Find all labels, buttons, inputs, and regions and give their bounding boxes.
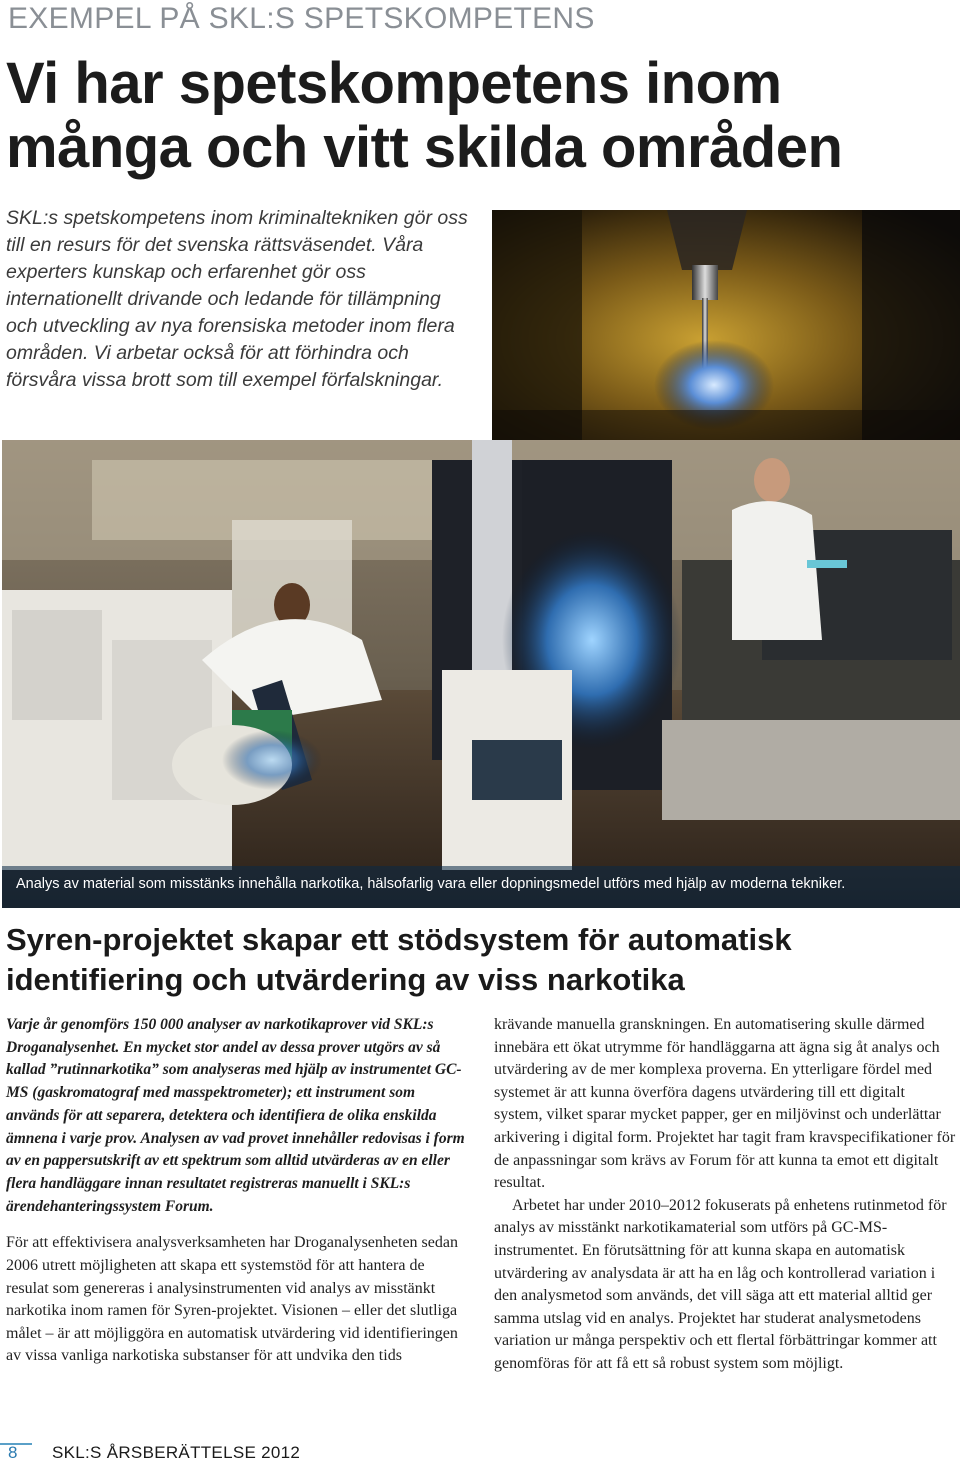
article-column-right — [494, 1014, 956, 1376]
page-title: Vi har spetskompetens inom många och vitt skilda områden — [6, 51, 843, 180]
intro-paragraph: SKL:s spetskompetens inom kriminaltekniken gör oss till en resurs för det svenska rättsväsendet. Våra experters kunskap och erfarenhet gör oss internationellt drivande och ledande för tillämpning och utveckling av nya forensiska metoder inom flera områden. Vi arbetar också för att förhindra och försvåra vissa brott som till exempel förfalskningar. — [6, 207, 468, 391]
article-paragraph-2: Arbetet har under 2010–2012 fokuserats på enhetens rutinmetod för analys av misstänkt narkotikamaterial som utförs på GC-MS-instrumentet. En förutsättning för att kunna skapa en automatisk utvärdering av analysdata är att ha en låg och kontrollerad variation i den analysmetod som används, det vill säga att ett material alltid ger samma utslag vid en analys. Projektet har studerat analysmetodens variation ur många perspektiv och ett flertal förbättringar kommer att genomföras för att få ett så robust system som möjligt. — [494, 1196, 947, 1372]
article-heading: Syren-projektet skapar ett stödsystem för automatisk identifiering och utvärdering av viss narkotika — [6, 922, 792, 997]
section-kicker: EXEMPEL PÅ SKL:S SPETSKOMPETENS — [8, 2, 595, 35]
article-lead: Varje år genomförs 150 000 analyser av narkotikaprover vid SKL:s Droganalysenhet. En mycket stor andel av dessa prover utgörs av så kallad ”rutinnarkotika” som analyseras med hjälp av instrumentet GC-MS (gaskromatograf med masspektrometer); ett instrument som används för att separera, detektera och identifiera de olika enskilda ämnena i varje prov. Analysen av vad provet innehåller redovisas i form av en pappersutskrift av ett spektrum som alltid utvärderas av en eller flera handläggare innan resultatet registreras manuellt i SKL:s ärendehanteringssystem Forum. — [6, 1016, 465, 1215]
article-paragraph-1-part-1: För att effektivisera analysverksamheten har Droganalysenheten sedan 2006 utrett möjligheten att skapa ett systemstöd för att hantera de resulat som genereras i analysinstrumenten vid analys av misstänkt narkotika inom ramen för Syren-projektet. Visionen – eller det slutliga målet – är att möjliggöra en automatisk utvärdering vid identifieringen av vissa vanliga narkotiska substanser för att undvika den tids — [6, 1234, 458, 1365]
photo-caption: Analys av material som misstänks innehålla narkotika, hälsofarlig vara eller dopningsmedel utförs med hjälp av moderna tekniker. — [16, 876, 846, 892]
publication-name: SKL:S ÅRSBERÄTTELSE 2012 — [52, 1443, 301, 1462]
article-paragraph-1-part-2: krävande manuella granskningen. En automatisering skulle därmed innebära ett ökat utrymme för handläggarna att ägna sig åt analys och utvärdering av de mer komplexa proverna. En ytterligare fördel med systemet är att kunna överföra dagens utvärdering till ett digitalt system, vilket sparar mycket papper, ger en miljövinst och underlättar arkivering i digital form. Projektet har tagit fram kravspecifikationer för de anpassningar som krävs av Forum för att kunna ta emot ett digitalt resultat. — [494, 1016, 956, 1192]
article-column-left — [6, 1014, 468, 1368]
laboratory-photo — [2, 440, 960, 908]
instrument-closeup-photo — [492, 210, 960, 445]
page-number: 8 — [8, 1443, 18, 1462]
